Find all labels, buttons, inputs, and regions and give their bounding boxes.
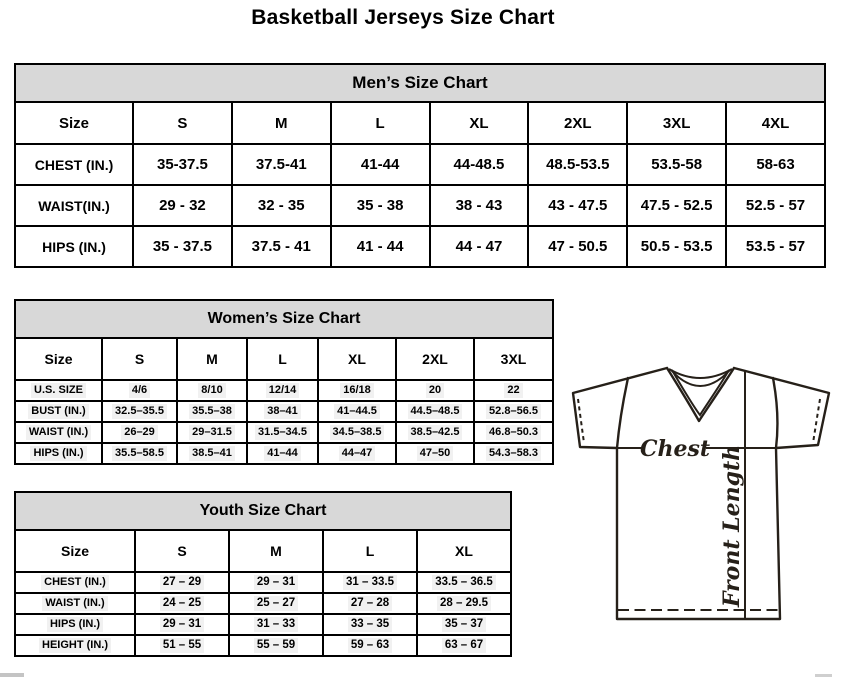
- value-text: 35.5–58.5: [112, 446, 167, 461]
- value-text: 26–29: [121, 425, 158, 440]
- value-cell: 37.5 - 41: [232, 226, 331, 267]
- value-text: 8/10: [198, 383, 225, 398]
- row-label-text: WAIST (IN.): [42, 596, 107, 611]
- column-header: 2XL: [528, 102, 627, 144]
- value-cell: [229, 614, 323, 635]
- column-header: L: [331, 102, 430, 144]
- value-cell: [474, 422, 553, 443]
- value-cell: [474, 401, 553, 422]
- value-cell: 29 - 32: [133, 185, 232, 226]
- column-header: S: [133, 102, 232, 144]
- value-cell: [323, 593, 417, 614]
- value-cell: 38 - 43: [430, 185, 529, 226]
- value-text: 44–47: [339, 446, 376, 461]
- value-cell: [247, 401, 318, 422]
- value-cell: [323, 614, 417, 635]
- column-header: M: [229, 530, 323, 572]
- row-label: WAIST(IN.): [15, 185, 133, 226]
- value-cell: 32 - 35: [232, 185, 331, 226]
- row-label-text: HIPS (IN.): [47, 617, 103, 632]
- value-cell: 44-48.5: [430, 144, 529, 185]
- row-label-text: U.S. SIZE: [31, 383, 86, 398]
- womens-table-title: Women’s Size Chart: [15, 300, 553, 338]
- value-cell: [396, 401, 474, 422]
- row-label: [15, 422, 102, 443]
- row-label: HIPS (IN.): [15, 226, 133, 267]
- value-cell: [323, 635, 417, 656]
- scrollbar-fragment[interactable]: [815, 674, 832, 677]
- row-label-text: CHEST (IN.): [41, 575, 109, 590]
- youth-table-title: Youth Size Chart: [15, 492, 511, 530]
- value-cell: [247, 422, 318, 443]
- value-text: 38.5–41: [189, 446, 235, 461]
- column-header: XL: [417, 530, 511, 572]
- value-text: 35 – 37: [442, 617, 486, 632]
- value-text: 35.5–38: [189, 404, 235, 419]
- table-row: [15, 635, 511, 656]
- value-cell: [135, 614, 229, 635]
- row-label-text: WAIST (IN.): [26, 425, 91, 440]
- value-text: 55 – 59: [254, 638, 298, 653]
- column-header: L: [323, 530, 417, 572]
- value-cell: [318, 380, 396, 401]
- value-text: 38–41: [264, 404, 301, 419]
- collar-inner-v: [672, 370, 729, 415]
- row-label: [15, 443, 102, 464]
- value-text: 4/6: [129, 383, 150, 398]
- table-row: [15, 614, 511, 635]
- value-cell: [247, 443, 318, 464]
- value-text: 27 – 29: [160, 575, 204, 590]
- table-row: [15, 422, 553, 443]
- value-text: 52.8–56.5: [486, 404, 541, 419]
- value-text: 31 – 33.5: [343, 575, 397, 590]
- mens-size-table: [14, 63, 826, 268]
- column-header: M: [177, 338, 247, 380]
- table-row: [15, 144, 825, 185]
- jersey-measurement-diagram: [560, 360, 843, 640]
- value-text: 29–31.5: [189, 425, 235, 440]
- row-label: [15, 401, 102, 422]
- value-text: 32.5–35.5: [112, 404, 167, 419]
- value-cell: 48.5-53.5: [528, 144, 627, 185]
- value-text: 29 – 31: [254, 575, 298, 590]
- value-text: 31 – 33: [254, 617, 298, 632]
- column-header: XL: [318, 338, 396, 380]
- row-label-text: HEIGHT (IN.): [39, 638, 111, 653]
- value-text: 27 – 28: [348, 596, 392, 611]
- value-cell: [318, 422, 396, 443]
- row-label: [15, 572, 135, 593]
- value-cell: [396, 443, 474, 464]
- table-row: [15, 572, 511, 593]
- value-text: 29 – 31: [160, 617, 204, 632]
- value-cell: [229, 593, 323, 614]
- value-cell: 52.5 - 57: [726, 185, 825, 226]
- value-text: 12/14: [266, 383, 300, 398]
- value-text: 41–44.5: [334, 404, 380, 419]
- value-text: 28 – 29.5: [437, 596, 491, 611]
- value-text: 51 – 55: [160, 638, 204, 653]
- value-cell: 35 - 37.5: [133, 226, 232, 267]
- table-row: [15, 443, 553, 464]
- value-cell: [323, 572, 417, 593]
- value-cell: 47 - 50.5: [528, 226, 627, 267]
- value-cell: [229, 635, 323, 656]
- column-header: Size: [15, 102, 133, 144]
- row-label-text: HIPS (IN.): [30, 446, 86, 461]
- value-text: 38.5–42.5: [408, 425, 463, 440]
- value-cell: [474, 443, 553, 464]
- row-label: [15, 380, 102, 401]
- table-row: [15, 401, 553, 422]
- value-text: 47–50: [417, 446, 454, 461]
- value-cell: [177, 443, 247, 464]
- value-cell: [396, 422, 474, 443]
- value-cell: 35-37.5: [133, 144, 232, 185]
- value-text: 16/18: [340, 383, 374, 398]
- mens-table-title: Men’s Size Chart: [15, 64, 825, 102]
- row-label-text: BUST (IN.): [28, 404, 88, 419]
- value-cell: [135, 635, 229, 656]
- horizontal-scrollbar-thumb[interactable]: [0, 673, 24, 677]
- value-cell: 44 - 47: [430, 226, 529, 267]
- value-cell: [177, 401, 247, 422]
- table-row: [15, 593, 511, 614]
- value-cell: [102, 401, 177, 422]
- column-header: S: [135, 530, 229, 572]
- value-text: 46.8–50.3: [486, 425, 541, 440]
- column-header: 4XL: [726, 102, 825, 144]
- youth-size-table: [14, 491, 512, 657]
- chest-label: Chest: [639, 436, 711, 462]
- row-label: [15, 635, 135, 656]
- column-header: 3XL: [627, 102, 726, 144]
- row-label: CHEST (IN.): [15, 144, 133, 185]
- value-text: 22: [504, 383, 522, 398]
- value-cell: [417, 572, 511, 593]
- value-text: 44.5–48.5: [408, 404, 463, 419]
- value-cell: 53.5 - 57: [726, 226, 825, 267]
- front-length-label: Front Length: [719, 444, 745, 608]
- value-cell: 53.5-58: [627, 144, 726, 185]
- value-cell: [247, 380, 318, 401]
- value-cell: 47.5 - 52.5: [627, 185, 726, 226]
- column-header: M: [232, 102, 331, 144]
- left-sleeve-seam: [617, 378, 628, 448]
- value-cell: [102, 380, 177, 401]
- value-cell: 58-63: [726, 144, 825, 185]
- value-cell: [135, 593, 229, 614]
- value-text: 41–44: [264, 446, 301, 461]
- value-cell: [318, 401, 396, 422]
- table-row: [15, 226, 825, 267]
- table-row: [15, 380, 553, 401]
- value-text: 24 – 25: [160, 596, 204, 611]
- value-cell: [102, 422, 177, 443]
- value-cell: [135, 572, 229, 593]
- value-cell: [102, 443, 177, 464]
- value-cell: [474, 380, 553, 401]
- value-cell: 43 - 47.5: [528, 185, 627, 226]
- value-cell: [417, 593, 511, 614]
- value-cell: 50.5 - 53.5: [627, 226, 726, 267]
- row-label: [15, 593, 135, 614]
- column-header: Size: [15, 338, 102, 380]
- value-text: 59 – 63: [348, 638, 392, 653]
- value-text: 54.3–58.3: [486, 446, 541, 461]
- column-header: XL: [430, 102, 529, 144]
- value-cell: [177, 422, 247, 443]
- column-header: 2XL: [396, 338, 474, 380]
- value-text: 63 – 67: [442, 638, 486, 653]
- column-header: 3XL: [474, 338, 553, 380]
- value-text: 34.5–38.5: [330, 425, 385, 440]
- value-cell: 41-44: [331, 144, 430, 185]
- value-cell: 35 - 38: [331, 185, 430, 226]
- value-cell: [229, 572, 323, 593]
- right-sleeve-seam: [773, 378, 777, 448]
- value-cell: [417, 614, 511, 635]
- value-cell: [177, 380, 247, 401]
- column-header: Size: [15, 530, 135, 572]
- value-cell: [396, 380, 474, 401]
- table-row: [15, 185, 825, 226]
- page-title: Basketball Jerseys Size Chart: [251, 6, 555, 29]
- column-header: L: [247, 338, 318, 380]
- value-cell: 37.5-41: [232, 144, 331, 185]
- value-cell: 41 - 44: [331, 226, 430, 267]
- value-cell: [417, 635, 511, 656]
- womens-size-table: [14, 299, 554, 465]
- value-text: 20: [426, 383, 444, 398]
- jersey-outline: [573, 368, 829, 619]
- value-text: 25 – 27: [254, 596, 298, 611]
- value-cell: [318, 443, 396, 464]
- value-text: 31.5–34.5: [255, 425, 310, 440]
- column-header: S: [102, 338, 177, 380]
- value-text: 33.5 – 36.5: [432, 575, 496, 590]
- value-text: 33 – 35: [348, 617, 392, 632]
- row-label: [15, 614, 135, 635]
